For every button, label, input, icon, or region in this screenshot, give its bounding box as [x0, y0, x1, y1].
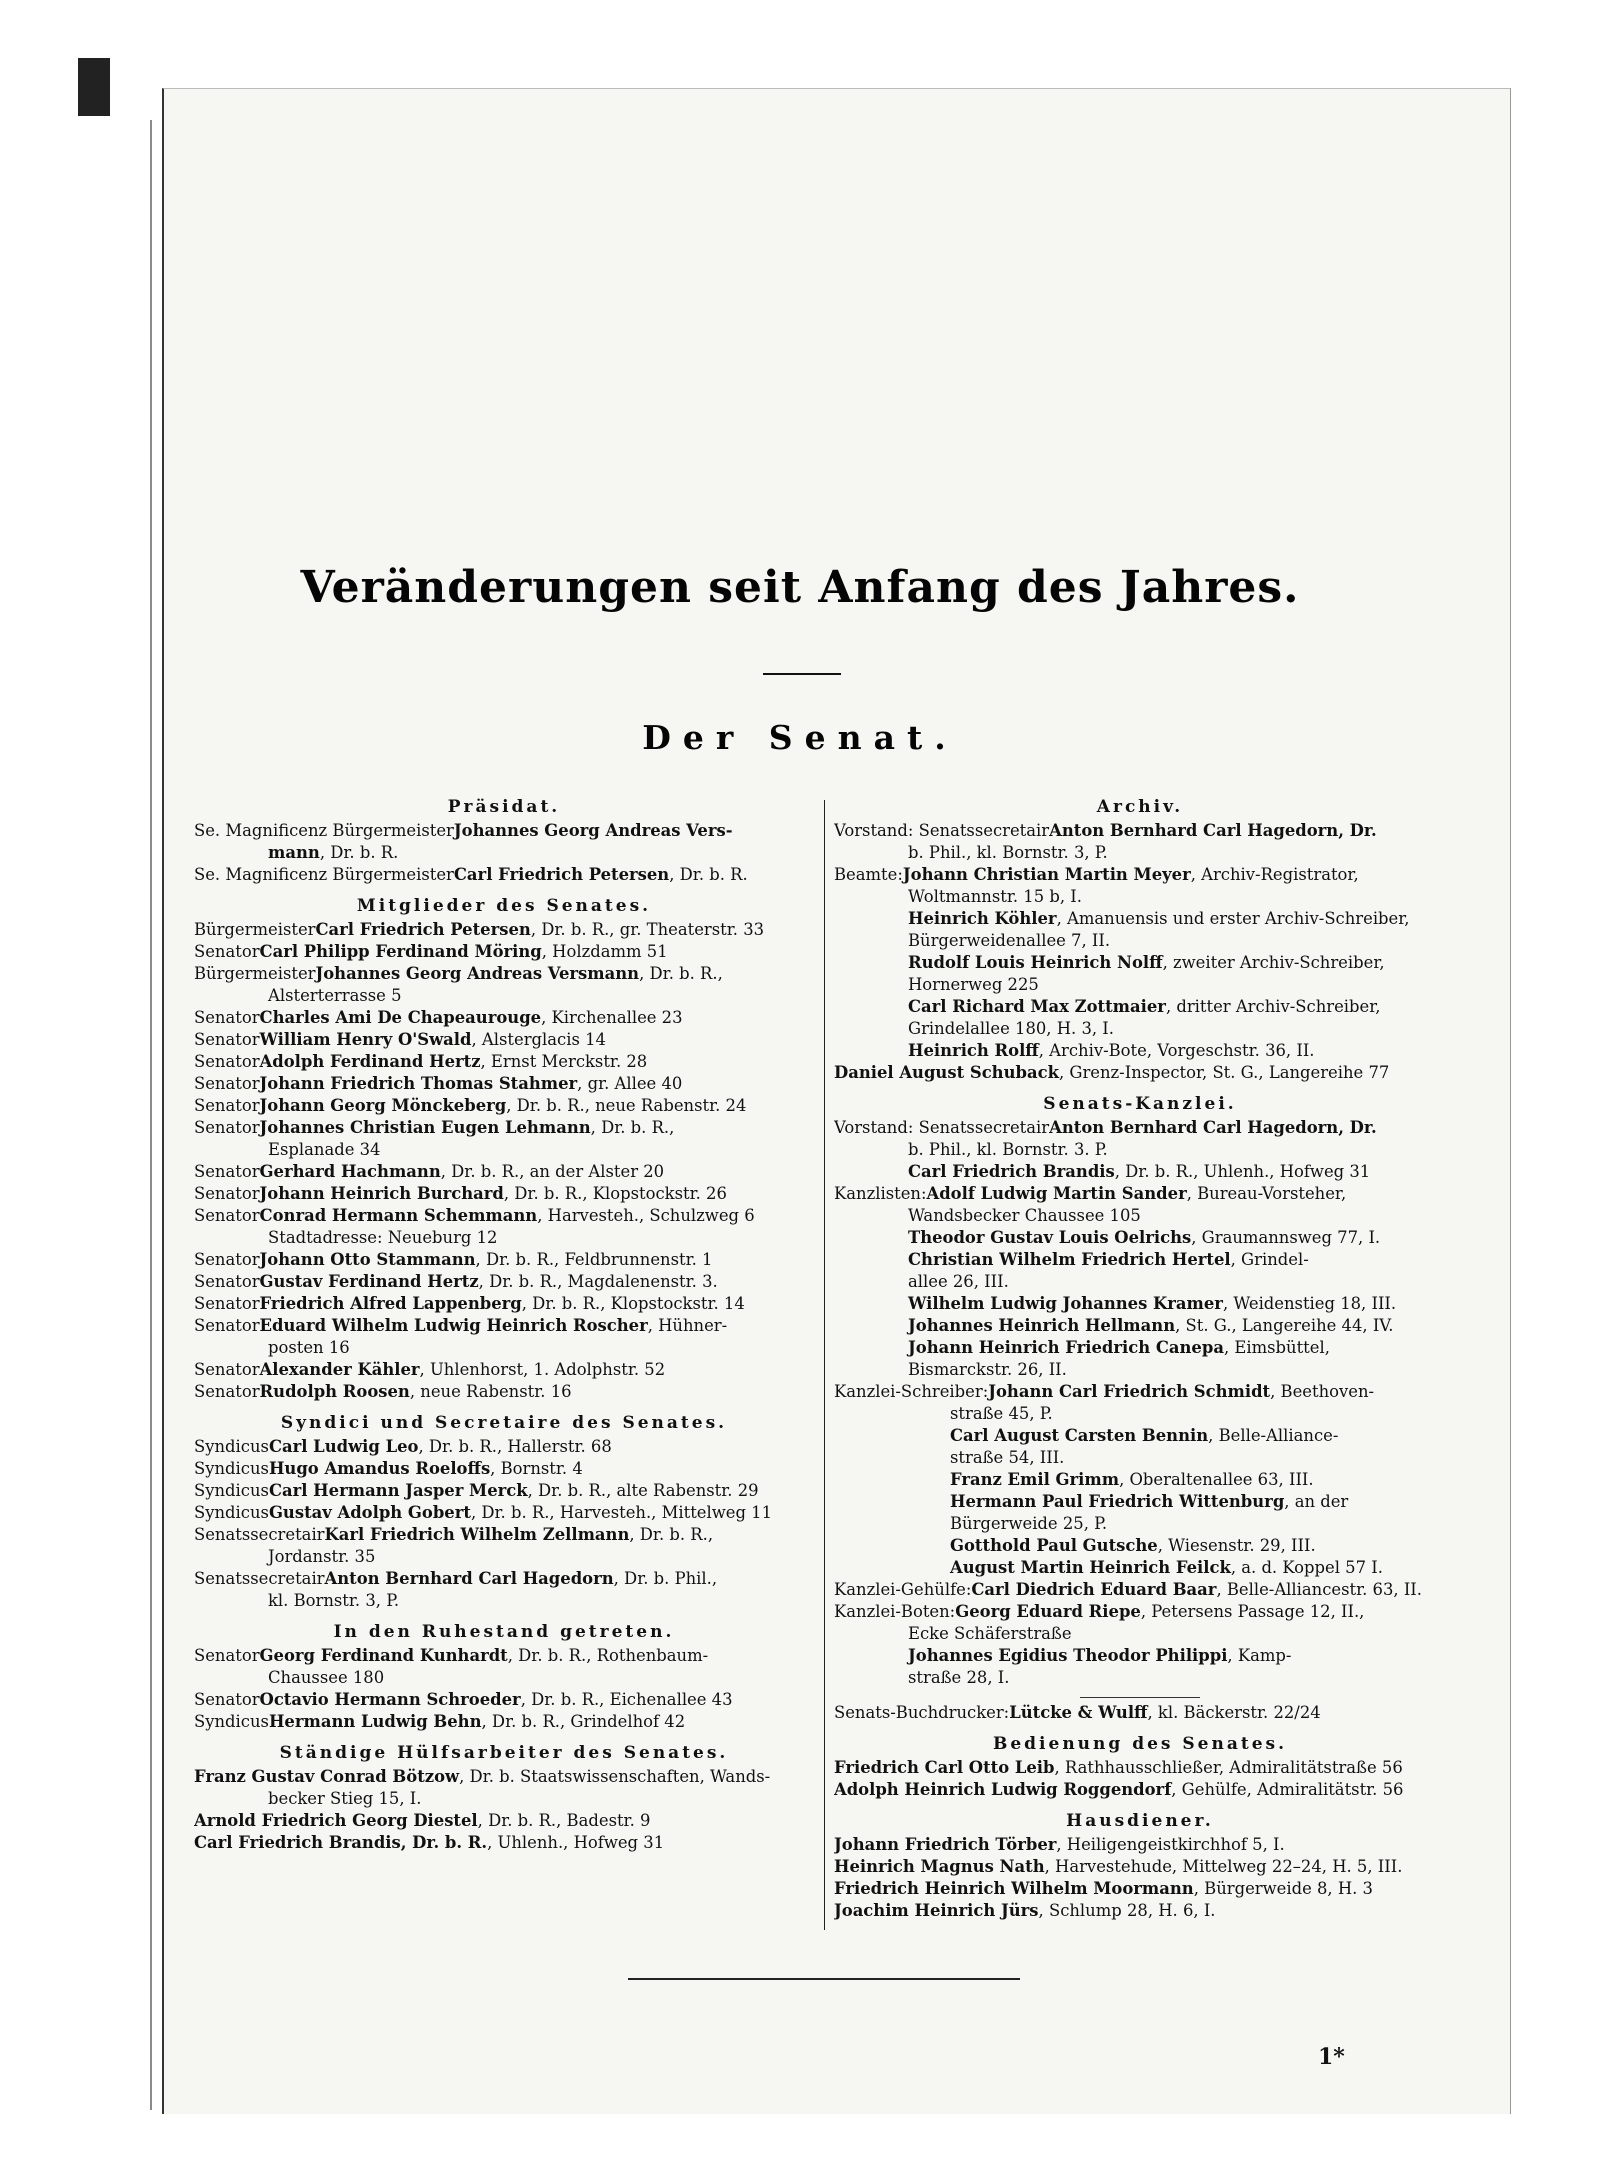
entry-detail: straße 28, I. [908, 1668, 1010, 1687]
entry-continuation [834, 1018, 1446, 1040]
list-item [194, 1766, 814, 1788]
list-item [834, 908, 1446, 930]
list-item [194, 1117, 814, 1139]
entry-name: Friedrich Heinrich Wilhelm Moormann [834, 1879, 1194, 1898]
entry-title: Senator [194, 1272, 260, 1291]
binding-mark [78, 58, 110, 116]
list-item [194, 941, 814, 963]
entry-detail: Wandsbecker Chaussee 105 [908, 1206, 1141, 1225]
entry-title: Se. Magnificenz Bürgermeister [194, 865, 454, 884]
list-item [194, 1458, 814, 1480]
entry-detail: , Dr. b. R., gr. Theaterstr. 33 [530, 920, 765, 939]
entry-name: Adolph Heinrich Ludwig Roggendorf [834, 1780, 1172, 1799]
entry-detail: , Uhlenh., Hofweg 31 [487, 1833, 665, 1852]
section-heading: Ständige Hülfsarbeiter des Senates. [279, 1743, 729, 1763]
list-item [834, 996, 1446, 1018]
entry-title: Senatssecretair [194, 1569, 325, 1588]
list-item [194, 1183, 814, 1205]
entry-detail: allee 26, III. [908, 1272, 1009, 1291]
entry-detail: , Dr. b. R., alte Rabenstr. 29 [527, 1481, 759, 1500]
entry-detail: , Archiv-Registrator, [1190, 865, 1359, 884]
entry-detail: , Dr. b. R., Feldbrunnenstr. 1 [475, 1250, 713, 1269]
entry-name: August Martin Heinrich Feilck [950, 1558, 1231, 1577]
entry-detail: Bürgerweidenallee 7, II. [908, 931, 1111, 950]
entry-name: Gotthold Paul Gutsche [950, 1536, 1158, 1555]
right-column [834, 796, 1446, 1922]
entry-name: Johann Carl Friedrich Schmidt [988, 1382, 1271, 1401]
entry-title: Bürgermeister [194, 964, 316, 983]
entry-name: Lütcke & Wulff [1009, 1703, 1148, 1722]
list-item [834, 1040, 1446, 1062]
entry-detail: , Rathhausschließer, Admiralitätstraße 56 [1054, 1758, 1403, 1777]
entry-continuation [834, 1139, 1446, 1161]
entry-detail: , Belle-Alliance- [1208, 1426, 1339, 1445]
list-item [194, 1315, 814, 1337]
entry-name: Franz Gustav Conrad Bötzow [194, 1767, 460, 1786]
entry-name: Carl Hermann Jasper Merck [268, 1481, 528, 1500]
list-item [834, 1337, 1446, 1359]
list-item [194, 1711, 814, 1733]
list-item [194, 1381, 814, 1403]
entry-detail: kl. Bornstr. 3, P. [268, 1591, 400, 1610]
entry-title: Senator [194, 1206, 260, 1225]
entry-name: Gustav Ferdinand Hertz [259, 1272, 479, 1291]
section-heading: In den Ruhestand getreten. [333, 1622, 675, 1642]
list-item [194, 1051, 814, 1073]
entry-name: Carl Philipp Ferdinand Möring [259, 942, 542, 961]
section-heading: Syndici und Secretaire des Senates. [280, 1413, 728, 1433]
list-item [834, 1183, 1446, 1205]
entry-title: Senator [194, 1074, 260, 1093]
entry-continuation [194, 1337, 814, 1359]
entry-name: Joachim Heinrich Jürs [834, 1901, 1039, 1920]
entry-detail: , Amanuensis und erster Archiv-Schreiber, [1056, 909, 1410, 928]
list-item [834, 1491, 1446, 1513]
entry-detail: , Dr. b. R., Uhlenh., Hofweg 31 [1114, 1162, 1371, 1181]
entry-title: Syndicus [194, 1437, 269, 1456]
entry-name: Johann Heinrich Friedrich Canepa [908, 1338, 1224, 1357]
entry-name: Johann Otto Stammann [259, 1250, 476, 1269]
section-heading: Hausdiener. [1066, 1811, 1214, 1831]
entry-continuation [834, 1513, 1446, 1535]
list-item [834, 1227, 1446, 1249]
entry-name: William Henry O'Swald [259, 1030, 472, 1049]
entry-detail: , Graumannsweg 77, I. [1191, 1228, 1381, 1247]
entry-detail: Woltmannstr. 15 b, I. [908, 887, 1082, 906]
entry-detail: , Dr. b. R., Harvesteh., Mittelweg 11 [470, 1503, 773, 1522]
entry-continuation [834, 842, 1446, 864]
list-item [834, 1117, 1446, 1139]
list-item [834, 1779, 1446, 1801]
section-title-senat: Der Senat. [642, 718, 958, 757]
entry-title: Senatssecretair [194, 1525, 325, 1544]
left-column [194, 796, 814, 1854]
entry-detail: , a. d. Koppel 57 I. [1230, 1558, 1383, 1577]
entry-title: Senator [194, 1052, 260, 1071]
entry-detail: , Holzdamm 51 [541, 942, 668, 961]
entry-detail: Bismarckstr. 26, II. [908, 1360, 1067, 1379]
section-heading: Archiv. [1096, 797, 1184, 817]
entry-name: Gustav Adolph Gobert [268, 1503, 471, 1522]
entry-detail: Alsterterrasse 5 [268, 986, 402, 1005]
entry-name: Adolph Ferdinand Hertz [259, 1052, 481, 1071]
entry-title: Syndicus [194, 1481, 269, 1500]
entry-continuation [834, 930, 1446, 952]
entry-detail: , Petersens Passage 12, II., [1140, 1602, 1365, 1621]
entry-title: Beamte: [834, 865, 903, 884]
entry-title: Senator [194, 942, 260, 961]
list-item [194, 1161, 814, 1183]
entry-detail: , Dr. b. R., [590, 1118, 675, 1137]
entry-title: Bürgermeister [194, 920, 316, 939]
list-item [834, 1557, 1446, 1579]
list-item [834, 1645, 1446, 1667]
entry-name: Franz Emil Grimm [950, 1470, 1120, 1489]
entry-detail: , Grenz-Inspector, St. G., Langereihe 77 [1058, 1063, 1390, 1082]
entry-name: Rudolph Roosen [259, 1382, 410, 1401]
entry-detail: , Ernst Merckstr. 28 [480, 1052, 648, 1071]
column-divider [824, 800, 825, 1930]
separator-rule [1080, 1697, 1200, 1698]
list-item [834, 1062, 1446, 1084]
page-number: 1* [1318, 2044, 1345, 2070]
entry-detail: , Dr. b. Phil., [613, 1569, 718, 1588]
list-item [194, 1832, 814, 1854]
entry-detail: , Harvestehude, Mittelweg 22–24, H. 5, III. [1044, 1857, 1403, 1876]
entry-detail: b. Phil., kl. Bornstr. 3, P. [908, 843, 1108, 862]
entry-detail: , Belle-Alliancestr. 63, II. [1216, 1580, 1422, 1599]
list-item [194, 1007, 814, 1029]
entry-name: Heinrich Rolff [908, 1041, 1039, 1060]
entry-detail: straße 54, III. [950, 1448, 1065, 1467]
list-item [834, 1161, 1446, 1183]
list-item [834, 1878, 1446, 1900]
entry-name: Johannes Heinrich Hellmann [908, 1316, 1176, 1335]
entry-name: Johannes Egidius Theodor Philippi [908, 1646, 1228, 1665]
entry-name: Wilhelm Ludwig Johannes Kramer [908, 1294, 1223, 1313]
entry-detail: , Dr. b. R., Eichenallee 43 [520, 1690, 733, 1709]
entry-title: Kanzlei-Schreiber: [834, 1382, 989, 1401]
entry-name: mann [268, 843, 320, 862]
entry-detail: Jordanstr. 35 [268, 1547, 376, 1566]
list-item [834, 1601, 1446, 1623]
entry-detail: , Hühner- [647, 1316, 728, 1335]
entry-title: Vorstand: Senatssecretair [834, 821, 1050, 840]
entry-detail: , Dr. b. R., neue Rabenstr. 24 [506, 1096, 747, 1115]
entry-title: Syndicus [194, 1503, 269, 1522]
entry-name: Johann Heinrich Burchard [259, 1184, 504, 1203]
entry-name: Carl August Carsten Bennin [950, 1426, 1209, 1445]
list-item [194, 1029, 814, 1051]
entry-detail: , Heiligengeistkirchhof 5, I. [1056, 1835, 1285, 1854]
entry-detail: , Bürgerweide 8, H. 3 [1193, 1879, 1373, 1898]
entry-continuation [194, 842, 814, 864]
entry-name: Heinrich Magnus Nath [834, 1857, 1045, 1876]
entry-detail: , Dr. b. R., Rothenbaum- [507, 1646, 709, 1665]
entry-detail: , gr. Allee 40 [577, 1074, 683, 1093]
entry-detail: Chaussee 180 [268, 1668, 385, 1687]
list-item [194, 820, 814, 842]
bottom-rule [628, 1978, 1020, 1980]
entry-title: Syndicus [194, 1459, 269, 1478]
entry-continuation [834, 974, 1446, 996]
entry-continuation [834, 886, 1446, 908]
list-item [194, 1073, 814, 1095]
entry-detail: , Dr. b. R., Klopstockstr. 26 [503, 1184, 727, 1203]
entry-detail: , Bornstr. 4 [490, 1459, 583, 1478]
binding-edge [150, 120, 152, 2110]
entry-detail: , Dr. b. R., an der Alster 20 [440, 1162, 665, 1181]
entry-detail: , Alsterglacis 14 [471, 1030, 606, 1049]
list-item [194, 919, 814, 941]
entry-detail: Grindelallee 180, H. 3, I. [908, 1019, 1114, 1038]
list-item [194, 1502, 814, 1524]
entry-continuation [834, 1403, 1446, 1425]
entry-name: Arnold Friedrich Georg Diestel [194, 1811, 478, 1830]
entry-detail: , Dr. b. R., Hallerstr. 68 [418, 1437, 612, 1456]
entry-detail: , an der [1284, 1492, 1349, 1511]
entry-title: Senator [194, 1294, 260, 1313]
entry-detail: , Wiesenstr. 29, III. [1157, 1536, 1316, 1555]
list-item [194, 1568, 814, 1590]
entry-detail: Bürgerweide 25, P. [950, 1514, 1108, 1533]
entry-name: Christian Wilhelm Friedrich Hertel [908, 1250, 1231, 1269]
entry-detail: , Schlump 28, H. 6, I. [1038, 1901, 1216, 1920]
entry-title: Senats-Buchdrucker: [834, 1703, 1010, 1722]
entry-title: Syndicus [194, 1712, 269, 1731]
entry-detail: , Gehülfe, Admiralitätstr. 56 [1171, 1780, 1404, 1799]
list-item [834, 1856, 1446, 1878]
list-item [834, 1469, 1446, 1491]
list-item [194, 1810, 814, 1832]
entry-name: Johannes Christian Eugen Lehmann [259, 1118, 591, 1137]
entry-continuation [834, 1667, 1446, 1689]
list-item [194, 1293, 814, 1315]
entry-detail: , Beethoven- [1270, 1382, 1375, 1401]
list-item [834, 1757, 1446, 1779]
entry-detail: , Kamp- [1227, 1646, 1292, 1665]
entry-detail: posten 16 [268, 1338, 350, 1357]
entry-detail: , zweiter Archiv-Schreiber, [1162, 953, 1385, 972]
entry-detail: Ecke Schäferstraße [908, 1624, 1072, 1643]
entry-detail: , Harvesteh., Schulzweg 6 [537, 1206, 755, 1225]
entry-detail: , Dr. b. R., Klopstockstr. 14 [521, 1294, 745, 1313]
entry-name: Daniel August Schuback [834, 1063, 1059, 1082]
entry-title: Se. Magnificenz Bürgermeister [194, 821, 454, 840]
entry-detail: , Grindel- [1230, 1250, 1309, 1269]
entry-name: Carl Friedrich Brandis, Dr. b. R. [194, 1833, 488, 1852]
entry-name: Alexander Kähler [259, 1360, 420, 1379]
entry-name: Johann Christian Martin Meyer [902, 865, 1191, 884]
entry-detail: , Dr. b. R. [669, 865, 748, 884]
entry-detail: , Dr. b. Staatswissenschaften, Wands- [459, 1767, 771, 1786]
entry-detail: straße 45, P. [950, 1404, 1053, 1423]
entry-name: Hermann Ludwig Behn [268, 1712, 482, 1731]
entry-title: Vorstand: Senatssecretair [834, 1118, 1050, 1137]
entry-name: Anton Bernhard Carl Hagedorn, Dr. [1049, 821, 1377, 840]
entry-name: Johann Friedrich Törber [834, 1835, 1057, 1854]
list-item [834, 1702, 1446, 1724]
entry-detail: becker Stieg 15, I. [268, 1789, 422, 1808]
entry-continuation [194, 1227, 814, 1249]
entry-title: Senator [194, 1184, 260, 1203]
list-item [194, 1271, 814, 1293]
entry-name: Theodor Gustav Louis Oelrichs [908, 1228, 1192, 1247]
list-item [194, 1645, 814, 1667]
entry-continuation [834, 1205, 1446, 1227]
list-item [194, 1095, 814, 1117]
list-item [834, 1381, 1446, 1403]
entry-detail: , Dr. b. R., [639, 964, 723, 983]
list-item [834, 1425, 1446, 1447]
entry-detail: , Dr. b. R. [319, 843, 399, 862]
list-item [194, 1524, 814, 1546]
list-item [834, 820, 1446, 842]
list-item [194, 1689, 814, 1711]
page-title: Veränderungen seit Anfang des Jahres. [300, 562, 1300, 613]
entry-title: Kanzlisten: [834, 1184, 927, 1203]
entry-name: Octavio Hermann Schroeder [259, 1690, 521, 1709]
entry-detail: , Dr. b. R., Grindelhof 42 [481, 1712, 686, 1731]
entry-name: Carl Richard Max Zottmaier [908, 997, 1166, 1016]
entry-title: Senator [194, 1030, 260, 1049]
entry-detail: , neue Rabenstr. 16 [409, 1382, 572, 1401]
list-item [194, 963, 814, 985]
entry-continuation [194, 1139, 814, 1161]
entry-continuation [194, 985, 814, 1007]
section-heading: Präsidat. [447, 797, 561, 817]
entry-name: Friedrich Carl Otto Leib [834, 1758, 1055, 1777]
entry-continuation [834, 1447, 1446, 1469]
entry-detail: , Dr. b. R., Magdalenenstr. 3. [478, 1272, 718, 1291]
entry-title: Senator [194, 1162, 260, 1181]
entry-continuation [834, 1623, 1446, 1645]
entry-title: Senator [194, 1382, 260, 1401]
entry-name: Carl Friedrich Petersen [315, 920, 531, 939]
entry-title: Senator [194, 1646, 260, 1665]
list-item [834, 1315, 1446, 1337]
entry-continuation [834, 1359, 1446, 1381]
section-heading: Mitglieder des Senates. [356, 896, 652, 916]
entry-detail: , kl. Bäckerstr. 22/24 [1147, 1703, 1321, 1722]
entry-name: Carl Diedrich Eduard Baar [971, 1580, 1217, 1599]
entry-title: Senator [194, 1316, 260, 1335]
list-item [194, 864, 814, 886]
entry-detail: b. Phil., kl. Bornstr. 3. P. [908, 1140, 1108, 1159]
entry-title: Kanzlei-Boten: [834, 1602, 956, 1621]
entry-title: Senator [194, 1008, 260, 1027]
entry-name: Heinrich Köhler [908, 909, 1057, 928]
entry-name: Hermann Paul Friedrich Wittenburg [950, 1492, 1285, 1511]
entry-name: Carl Friedrich Petersen [453, 865, 670, 884]
section-heading: Senats-Kanzlei. [1043, 1094, 1237, 1114]
entry-name: Hugo Amandus Roeloffs [268, 1459, 491, 1478]
entry-detail: , Uhlenhorst, 1. Adolphstr. 52 [419, 1360, 666, 1379]
title-rule [763, 673, 841, 675]
list-item [834, 1579, 1446, 1601]
entry-name: Anton Bernhard Carl Hagedorn [324, 1569, 614, 1588]
list-item [834, 1834, 1446, 1856]
entry-name: Johann Georg Mönckeberg [259, 1096, 507, 1115]
entry-name: Johann Friedrich Thomas Stahmer [259, 1074, 578, 1093]
entry-name: Friedrich Alfred Lappenberg [259, 1294, 522, 1313]
list-item [834, 864, 1446, 886]
entry-name: Johannes Georg Andreas Vers- [453, 821, 733, 840]
entry-name: Carl Ludwig Leo [268, 1437, 419, 1456]
list-item [834, 952, 1446, 974]
entry-name: Adolf Ludwig Martin Sander [926, 1184, 1187, 1203]
entry-name: Anton Bernhard Carl Hagedorn, Dr. [1049, 1118, 1377, 1137]
entry-detail: Esplanade 34 [268, 1140, 381, 1159]
entry-detail: , Bureau-Vorsteher, [1186, 1184, 1347, 1203]
list-item [194, 1249, 814, 1271]
entry-detail: , Dr. b. R., [629, 1525, 714, 1544]
entry-detail: Hornerweg 225 [908, 975, 1039, 994]
entry-title: Senator [194, 1118, 260, 1137]
entry-continuation [194, 1590, 814, 1612]
entry-title: Senator [194, 1690, 260, 1709]
entry-title: Senator [194, 1096, 260, 1115]
entry-continuation [194, 1788, 814, 1810]
entry-detail: , St. G., Langereihe 44, IV. [1175, 1316, 1394, 1335]
list-item [834, 1900, 1446, 1922]
entry-name: Georg Ferdinand Kunhardt [259, 1646, 508, 1665]
list-item [834, 1535, 1446, 1557]
entry-name: Eduard Wilhelm Ludwig Heinrich Roscher [259, 1316, 648, 1335]
entry-title: Senator [194, 1250, 260, 1269]
section-heading: Bedienung des Senates. [992, 1734, 1288, 1754]
entry-name: Johannes Georg Andreas Versmann [315, 964, 640, 983]
entry-name: Georg Eduard Riepe [955, 1602, 1141, 1621]
entry-detail: , Weidenstieg 18, III. [1222, 1294, 1397, 1313]
entry-detail: , dritter Archiv-Schreiber, [1165, 997, 1381, 1016]
entry-title: Senator [194, 1360, 260, 1379]
entry-detail: , Oberaltenallee 63, III. [1119, 1470, 1314, 1489]
list-item [194, 1480, 814, 1502]
list-item [194, 1359, 814, 1381]
list-item [834, 1249, 1446, 1271]
entry-detail: , Eimsbüttel, [1223, 1338, 1330, 1357]
entry-name: Carl Friedrich Brandis [908, 1162, 1115, 1181]
list-item [194, 1205, 814, 1227]
entry-detail: Stadtadresse: Neueburg 12 [268, 1228, 498, 1247]
entry-continuation [194, 1546, 814, 1568]
entry-name: Conrad Hermann Schemmann [259, 1206, 538, 1225]
entry-name: Karl Friedrich Wilhelm Zellmann [324, 1525, 630, 1544]
entry-continuation [834, 1271, 1446, 1293]
entry-continuation [194, 1667, 814, 1689]
entry-title: Kanzlei-Gehülfe: [834, 1580, 972, 1599]
list-item [834, 1293, 1446, 1315]
entry-name: Gerhard Hachmann [259, 1162, 441, 1181]
entry-name: Charles Ami De Chapeaurouge [259, 1008, 542, 1027]
entry-detail: , Dr. b. R., Badestr. 9 [477, 1811, 651, 1830]
entry-detail: , Kirchenallee 23 [541, 1008, 683, 1027]
entry-detail: , Archiv-Bote, Vorgeschstr. 36, II. [1038, 1041, 1315, 1060]
list-item [194, 1436, 814, 1458]
entry-name: Rudolf Louis Heinrich Nolff [908, 953, 1163, 972]
